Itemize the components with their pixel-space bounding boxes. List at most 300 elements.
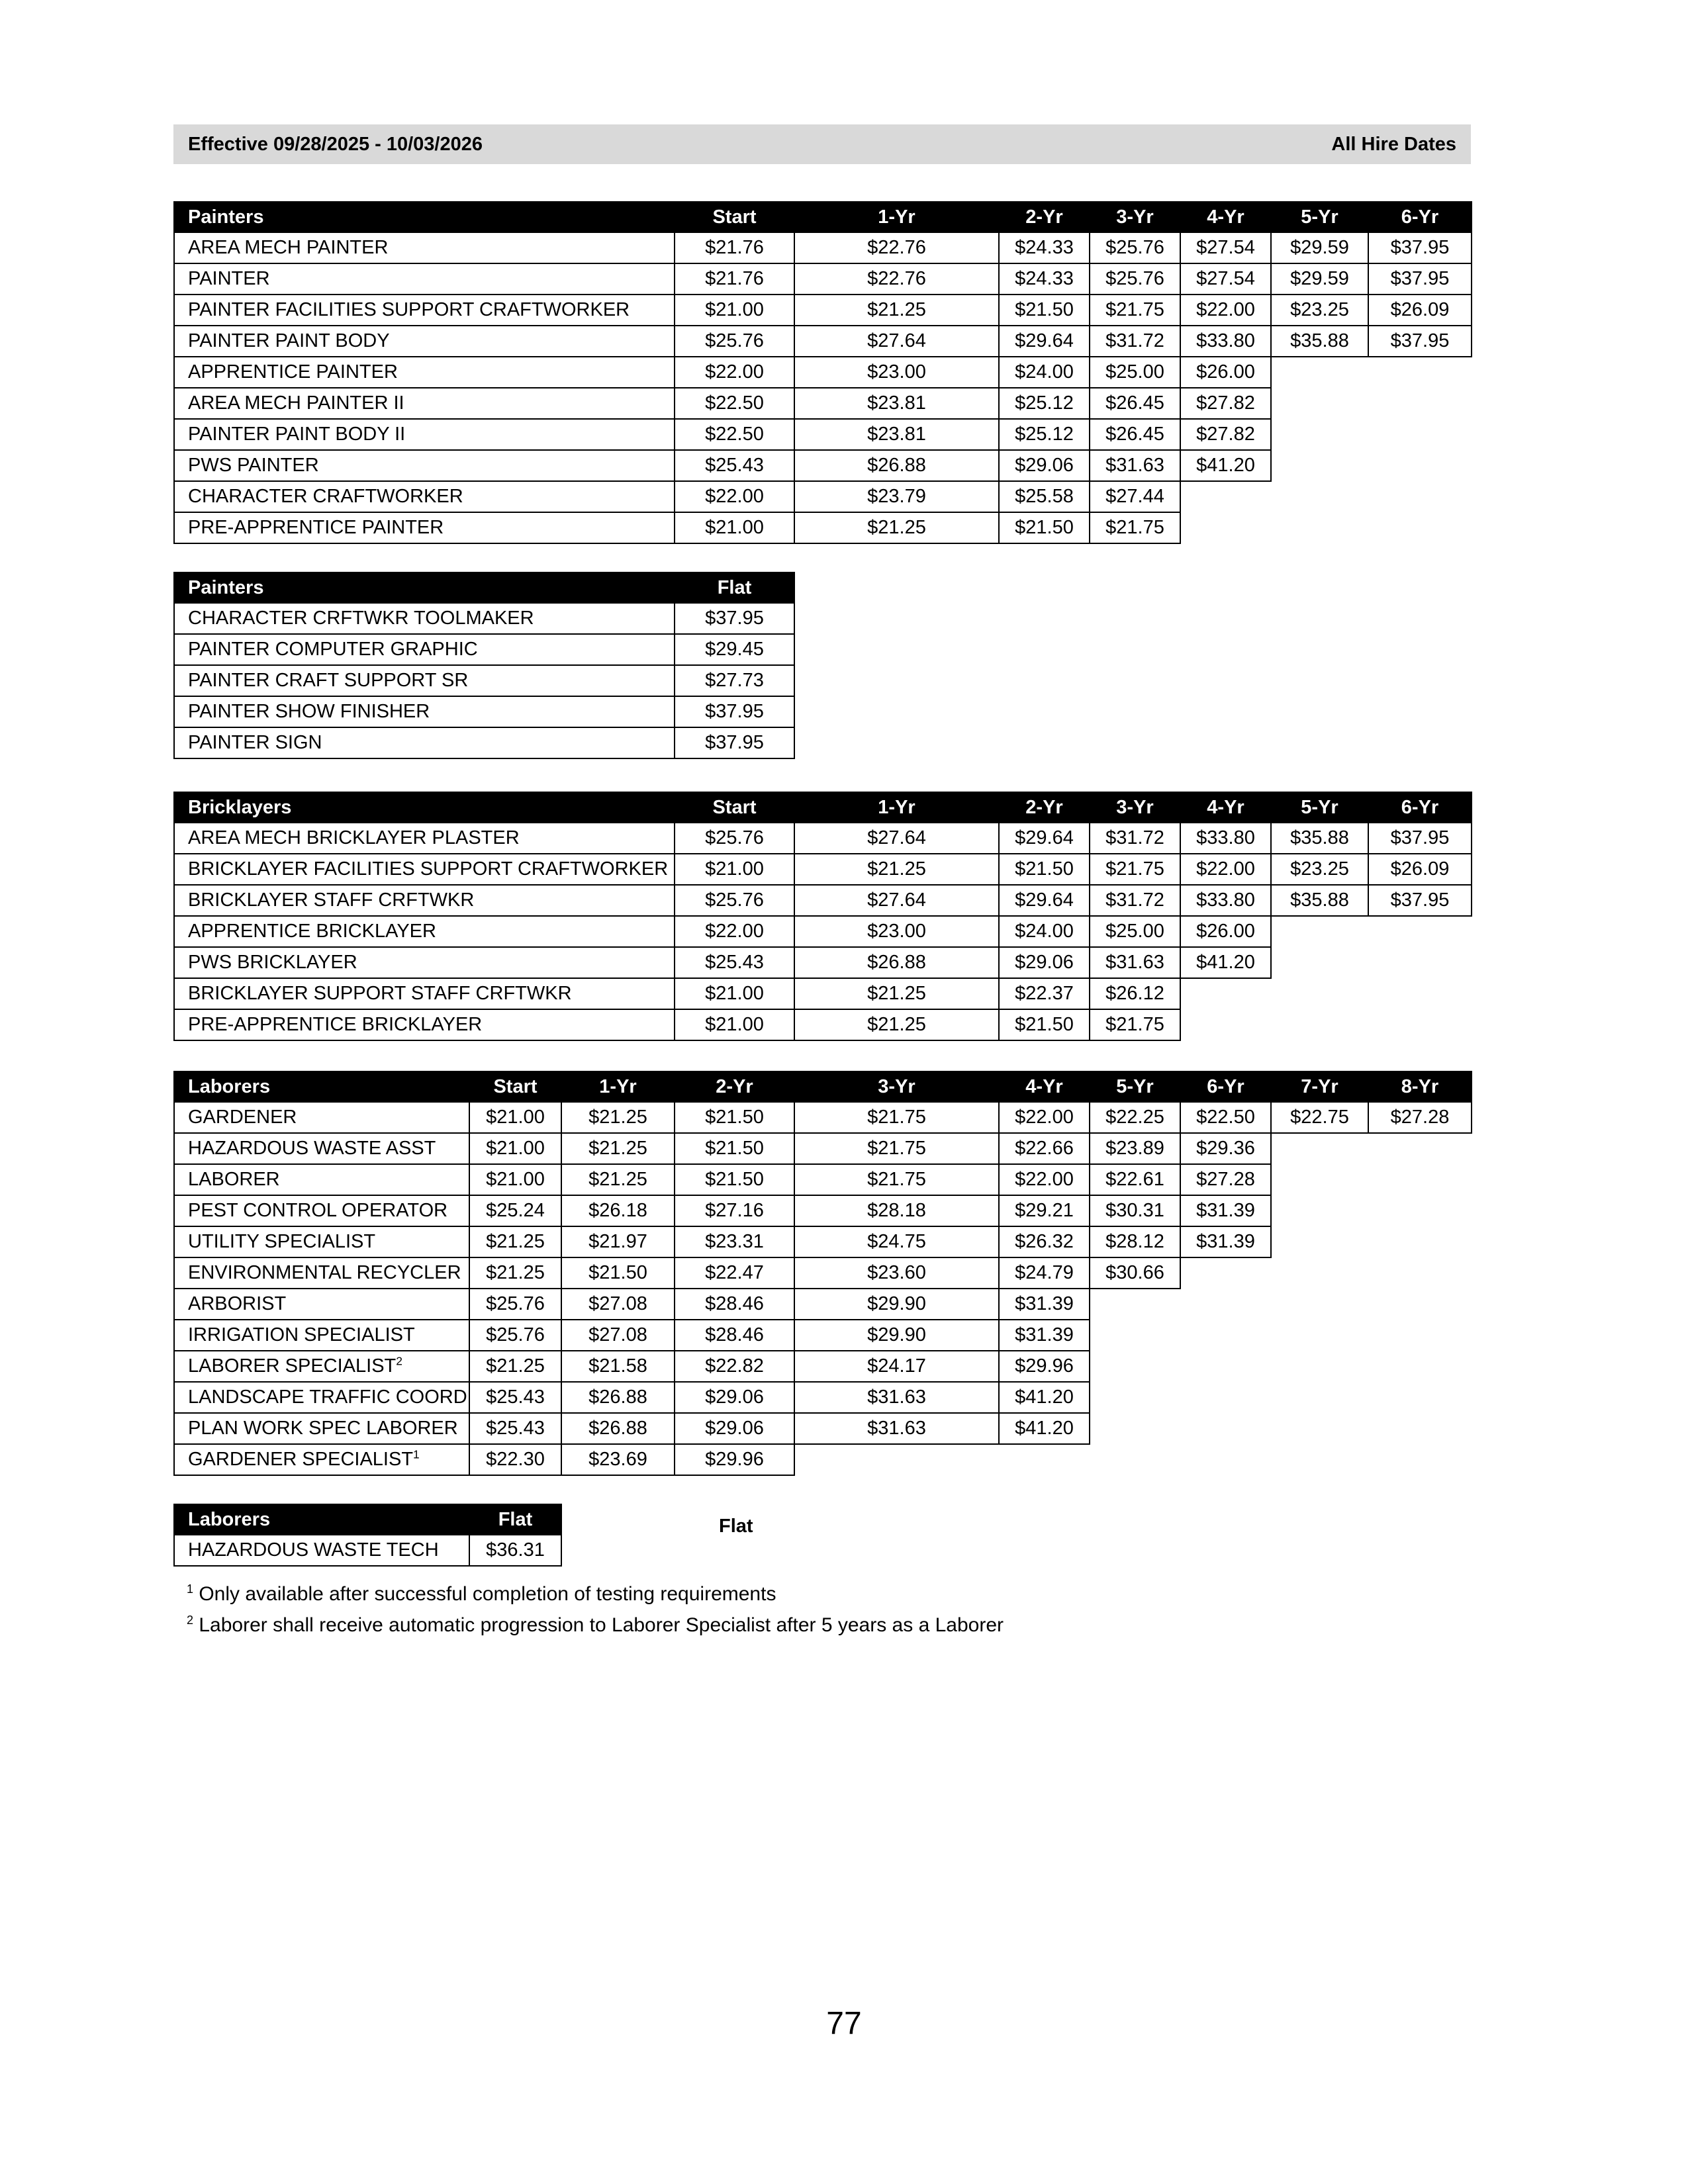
rate-cell: $25.76 [469,1289,561,1320]
rate-cell: $21.75 [794,1164,999,1195]
table-row [174,1351,1472,1382]
empty-cell [1180,1320,1271,1351]
rate-cell: $27.08 [561,1320,675,1351]
job-title-cell: APPRENTICE PAINTER [174,357,675,388]
empty-cell [1180,1382,1271,1413]
rate-cell: $27.54 [1180,232,1271,263]
empty-cell [999,1444,1090,1475]
job-title-cell: PRE-APPRENTICE BRICKLAYER [174,1009,675,1040]
column-header: 2-Yr [999,792,1090,823]
rate-cell: $37.95 [1368,823,1472,854]
footnote-2: $^2$ Laborer shall receive automatic progression to Laborer Specialist after 5 years as a Laborer [187,1614,1004,1636]
table-category-header: Painters [174,202,675,232]
rate-cell: $37.95 [675,603,794,634]
job-title-cell: BRICKLAYER STAFF CRFTWKR [174,885,675,916]
table-row [174,1226,1472,1257]
job-title-cell: IRRIGATION SPECIALIST [174,1320,469,1351]
empty-cell [1368,419,1472,450]
rate-cell: $25.76 [675,885,794,916]
rate-cell: $29.59 [1271,263,1368,295]
rate-cell: $28.18 [794,1195,999,1226]
table-row [174,450,1472,481]
rate-cell: $25.43 [469,1382,561,1413]
table-row [174,1320,1472,1351]
rate-cell: $25.76 [1090,232,1180,263]
rate-cell: $23.25 [1271,295,1368,326]
column-header: 3-Yr [1090,792,1180,823]
job-title-cell: AREA MECH PAINTER II [174,388,675,419]
rate-cell: $21.00 [469,1102,561,1133]
rate-cell: $29.90 [794,1320,999,1351]
job-title-cell: PAINTER PAINT BODY [174,326,675,357]
rate-cell: $22.25 [1090,1102,1180,1133]
column-header: Flat [469,1504,561,1535]
rate-cell: $22.82 [675,1351,794,1382]
rate-cell: $25.76 [675,823,794,854]
rate-cell: $22.00 [999,1164,1090,1195]
table-header-row [174,1071,1472,1102]
empty-cell [1368,1413,1472,1444]
rate-cell: $26.00 [1180,916,1271,947]
rate-cell: $33.80 [1180,823,1271,854]
rate-cell: $37.95 [675,727,794,758]
rate-cell: $28.46 [675,1289,794,1320]
rate-cell: $26.18 [561,1195,675,1226]
empty-cell [1180,1289,1271,1320]
rate-cell: $29.21 [999,1195,1090,1226]
table-row [174,357,1472,388]
rate-cell: $22.47 [675,1257,794,1289]
column-header: Start [469,1071,561,1102]
empty-cell [1180,978,1271,1009]
rate-cell: $22.50 [675,388,794,419]
table-row [174,295,1472,326]
table-header-row [174,1504,561,1535]
rate-cell: $33.80 [1180,885,1271,916]
rate-cell: $21.25 [794,978,999,1009]
empty-cell [1271,357,1368,388]
rate-cell: $24.75 [794,1226,999,1257]
rate-cell: $37.95 [1368,885,1472,916]
painters-rate-table [173,201,1472,544]
rate-cell: $27.82 [1180,388,1271,419]
rate-cell: $22.66 [999,1133,1090,1164]
table-row [174,1382,1472,1413]
column-header: 1-Yr [794,202,999,232]
effective-date-range: Effective 09/28/2025 - 10/03/2026 [188,133,483,155]
empty-cell [1368,978,1472,1009]
rate-cell: $25.43 [675,947,794,978]
rate-cell: $21.97 [561,1226,675,1257]
job-title-cell: HAZARDOUS WASTE TECH [174,1535,469,1566]
job-title-cell: ENVIRONMENTAL RECYCLER [174,1257,469,1289]
table-row [174,885,1472,916]
rate-cell: $21.25 [469,1351,561,1382]
rate-cell: $23.81 [794,419,999,450]
empty-cell [1368,1164,1472,1195]
rate-cell: $26.12 [1090,978,1180,1009]
footnotes [187,1578,1004,1641]
table-row [174,1009,1472,1040]
rate-cell: $29.06 [999,450,1090,481]
rate-cell: $37.95 [1368,263,1472,295]
empty-cell [1090,1320,1180,1351]
rate-cell: $21.25 [561,1133,675,1164]
empty-cell [1090,1413,1180,1444]
empty-cell [1271,481,1368,512]
rate-cell: $22.00 [999,1102,1090,1133]
rate-cell: $24.33 [999,232,1090,263]
rate-cell: $21.50 [999,1009,1090,1040]
rate-cell: $29.64 [999,823,1090,854]
rate-cell: $26.88 [794,450,999,481]
rate-cell: $21.00 [675,978,794,1009]
empty-cell [1271,1257,1368,1289]
empty-cell [1368,916,1472,947]
rate-cell: $25.76 [1090,263,1180,295]
rate-cell: $29.06 [675,1413,794,1444]
rate-cell: $21.25 [794,512,999,543]
empty-cell [1368,1133,1472,1164]
empty-cell [1271,1320,1368,1351]
rate-cell: $21.75 [1090,1009,1180,1040]
table-category-header: Painters [174,572,675,603]
empty-cell [1271,1382,1368,1413]
empty-cell [1368,357,1472,388]
table-row [174,1535,561,1566]
page-number: 77 [826,2006,862,2041]
rate-cell: $22.00 [675,916,794,947]
rate-cell: $21.50 [675,1133,794,1164]
table-row [174,232,1472,263]
empty-cell [1180,1009,1271,1040]
table-row [174,419,1472,450]
table-row [174,1257,1472,1289]
rate-cell: $21.25 [794,1009,999,1040]
rate-cell: $22.50 [675,419,794,450]
rate-cell: $27.28 [1368,1102,1472,1133]
rate-cell: $41.20 [1180,947,1271,978]
empty-cell [1271,1195,1368,1226]
column-header: 8-Yr [1368,1071,1472,1102]
column-header: Start [675,202,794,232]
column-header: 3-Yr [794,1071,999,1102]
rate-cell: $31.63 [794,1413,999,1444]
column-header: 7-Yr [1271,1071,1368,1102]
empty-cell [1271,1413,1368,1444]
footnote-1: $^1$ Only available after successful completion of testing requirements [187,1582,776,1605]
empty-cell [1271,1289,1368,1320]
rate-cell: $27.16 [675,1195,794,1226]
rate-cell: $21.58 [561,1351,675,1382]
job-title-cell: PWS BRICKLAYER [174,947,675,978]
table-row [174,263,1472,295]
table-header-row [174,792,1472,823]
rate-cell: $28.12 [1090,1226,1180,1257]
column-header: 5-Yr [1271,792,1368,823]
rate-cell: $25.76 [675,326,794,357]
table-row [174,1102,1472,1133]
rate-cell: $21.75 [794,1133,999,1164]
rate-cell: $21.25 [561,1164,675,1195]
job-title-cell: PRE-APPRENTICE PAINTER [174,512,675,543]
job-title-cell: HAZARDOUS WASTE ASST [174,1133,469,1164]
rate-cell: $27.64 [794,885,999,916]
empty-cell [1180,1257,1271,1289]
job-title-cell: PAINTER COMPUTER GRAPHIC [174,634,675,665]
rate-cell: $41.20 [999,1413,1090,1444]
rate-cell: $31.39 [999,1320,1090,1351]
rate-cell: $25.00 [1090,916,1180,947]
column-header: 4-Yr [999,1071,1090,1102]
empty-cell [1368,1226,1472,1257]
rate-cell: $22.76 [794,263,999,295]
job-title-cell: PAINTER FACILITIES SUPPORT CRAFTWORKER [174,295,675,326]
rate-cell: $29.90 [794,1289,999,1320]
column-header: 3-Yr [1090,202,1180,232]
rate-cell: $21.00 [675,1009,794,1040]
job-title-cell: PWS PAINTER [174,450,675,481]
rate-cell: $22.50 [1180,1102,1271,1133]
rate-cell: $21.50 [999,854,1090,885]
column-header: Start [675,792,794,823]
rate-cell: $41.20 [999,1382,1090,1413]
rate-cell: $28.46 [675,1320,794,1351]
empty-cell [1271,978,1368,1009]
job-title-cell: PAINTER SIGN [174,727,675,758]
rate-cell: $23.31 [675,1226,794,1257]
rate-cell: $21.76 [675,232,794,263]
rate-cell: $29.06 [999,947,1090,978]
job-title-cell: PAINTER [174,263,675,295]
rate-cell: $27.64 [794,326,999,357]
empty-cell [1271,947,1368,978]
rate-cell: $21.25 [469,1257,561,1289]
hire-dates-label: All Hire Dates [1331,133,1456,155]
table-category-header: Bricklayers [174,792,675,823]
rate-cell: $21.00 [675,854,794,885]
rate-cell: $26.88 [561,1413,675,1444]
empty-cell [794,1444,999,1475]
table-row [174,823,1472,854]
rate-cell: $31.63 [1090,947,1180,978]
rate-cell: $36.31 [469,1535,561,1566]
rate-cell: $31.72 [1090,326,1180,357]
empty-cell [1271,916,1368,947]
table-row [174,1164,1472,1195]
rate-cell: $29.36 [1180,1133,1271,1164]
job-title-cell: PLAN WORK SPEC LABORER [174,1413,469,1444]
rate-cell: $23.79 [794,481,999,512]
rate-cell: $22.61 [1090,1164,1180,1195]
table-row [174,1289,1472,1320]
rate-cell: $27.28 [1180,1164,1271,1195]
rate-cell: $21.75 [1090,295,1180,326]
table-row [174,696,794,727]
job-title-cell: CHARACTER CRFTWKR TOOLMAKER [174,603,675,634]
job-title-cell: AREA MECH BRICKLAYER PLASTER [174,823,675,854]
rate-cell: $23.89 [1090,1133,1180,1164]
footnote-marker: 2 [396,1354,402,1368]
rate-cell: $26.09 [1368,295,1472,326]
table-row [174,854,1472,885]
empty-cell [1368,1320,1472,1351]
column-header: 6-Yr [1180,1071,1271,1102]
empty-cell [1271,1133,1368,1164]
rate-cell: $27.64 [794,823,999,854]
rate-cell: $25.58 [999,481,1090,512]
rate-cell: $22.76 [794,232,999,263]
rate-cell: $26.45 [1090,388,1180,419]
rate-cell: $29.96 [675,1444,794,1475]
empty-cell [1368,1444,1472,1475]
rate-cell: $21.76 [675,263,794,295]
rate-cell: $29.45 [675,634,794,665]
empty-cell [1271,1164,1368,1195]
job-title-cell: ARBORIST [174,1289,469,1320]
table-row [174,1133,1472,1164]
job-title-cell: PAINTER SHOW FINISHER [174,696,675,727]
rate-cell: $37.95 [675,696,794,727]
column-header: 1-Yr [561,1071,675,1102]
empty-cell [1090,1289,1180,1320]
rate-cell: $31.39 [1180,1226,1271,1257]
rate-cell: $41.20 [1180,450,1271,481]
rate-cell: $21.50 [561,1257,675,1289]
rate-cell: $29.64 [999,885,1090,916]
job-title-cell: GARDENER [174,1102,469,1133]
rate-cell: $21.00 [469,1133,561,1164]
job-title-cell: LABORER SPECIALIST$^2$ [174,1351,469,1382]
empty-cell [1271,419,1368,450]
empty-cell [1368,1195,1472,1226]
rate-cell: $25.12 [999,419,1090,450]
empty-cell [1368,1351,1472,1382]
rate-cell: $22.37 [999,978,1090,1009]
rate-cell: $21.50 [675,1164,794,1195]
rate-cell: $21.75 [1090,512,1180,543]
empty-cell [1368,512,1472,543]
rate-cell: $22.75 [1271,1102,1368,1133]
empty-cell [1271,1226,1368,1257]
rate-cell: $33.80 [1180,326,1271,357]
rate-cell: $27.44 [1090,481,1180,512]
empty-cell [1368,388,1472,419]
rate-cell: $21.25 [469,1226,561,1257]
rate-cell: $35.88 [1271,326,1368,357]
effective-banner [173,124,1471,164]
empty-cell [1090,1444,1180,1475]
rate-cell: $21.50 [999,295,1090,326]
column-header: 2-Yr [675,1071,794,1102]
rate-cell: $26.88 [794,947,999,978]
rate-cell: $35.88 [1271,823,1368,854]
empty-cell [1180,481,1271,512]
table-category-header: Laborers [174,1504,469,1535]
rate-cell: $22.00 [675,357,794,388]
table-row [174,634,794,665]
table-row [174,512,1472,543]
rate-cell: $31.72 [1090,823,1180,854]
painters-flat-rate-table [173,572,795,759]
column-header: 1-Yr [794,792,999,823]
rate-cell: $31.72 [1090,885,1180,916]
rate-cell: $21.00 [469,1164,561,1195]
rate-cell: $25.00 [1090,357,1180,388]
column-header: 4-Yr [1180,792,1271,823]
empty-cell [1180,1444,1271,1475]
rate-cell: $21.25 [794,854,999,885]
rate-cell: $26.09 [1368,854,1472,885]
rate-cell: $23.60 [794,1257,999,1289]
empty-cell [1271,388,1368,419]
rate-cell: $23.81 [794,388,999,419]
rate-cell: $24.79 [999,1257,1090,1289]
rate-cell: $23.69 [561,1444,675,1475]
empty-cell [1368,450,1472,481]
empty-cell [1271,1009,1368,1040]
empty-cell [1180,1351,1271,1382]
rate-cell: $22.00 [1180,295,1271,326]
rate-cell: $26.00 [1180,357,1271,388]
table-row [174,1195,1472,1226]
rate-cell: $21.00 [675,295,794,326]
table-row [174,603,794,634]
table-category-header: Laborers [174,1071,469,1102]
empty-cell [1368,947,1472,978]
rate-cell: $21.50 [999,512,1090,543]
rate-cell: $27.82 [1180,419,1271,450]
rate-cell: $29.06 [675,1382,794,1413]
rate-cell: $22.30 [469,1444,561,1475]
rate-cell: $30.66 [1090,1257,1180,1289]
rate-cell: $25.12 [999,388,1090,419]
empty-cell [1271,512,1368,543]
table-row [174,1413,1472,1444]
rate-cell: $21.75 [1090,854,1180,885]
empty-cell [1271,1351,1368,1382]
column-header: 6-Yr [1368,202,1472,232]
job-title-cell: LABORER [174,1164,469,1195]
empty-cell [1090,1382,1180,1413]
table-row [174,947,1472,978]
rate-cell: $27.73 [675,665,794,696]
job-title-cell: BRICKLAYER SUPPORT STAFF CRFTWKR [174,978,675,1009]
rate-cell: $26.45 [1090,419,1180,450]
empty-cell [1271,450,1368,481]
rate-cell: $25.43 [469,1413,561,1444]
column-header: 5-Yr [1090,1071,1180,1102]
rate-cell: $31.39 [1180,1195,1271,1226]
rate-cell: $37.95 [1368,232,1472,263]
rate-cell: $24.17 [794,1351,999,1382]
rate-cell: $29.96 [999,1351,1090,1382]
job-title-cell: PAINTER CRAFT SUPPORT SR [174,665,675,696]
rate-cell: $25.24 [469,1195,561,1226]
table-header-row [174,572,794,603]
empty-cell [1180,512,1271,543]
rate-cell: $26.88 [561,1382,675,1413]
laborers-flat-rate-table [173,1504,562,1567]
rate-cell: $21.00 [675,512,794,543]
bricklayers-rate-table [173,792,1472,1041]
rate-cell: $29.64 [999,326,1090,357]
empty-cell [1180,1413,1271,1444]
rate-cell: $22.00 [675,481,794,512]
footnote-marker: 1 [413,1447,420,1461]
rate-cell: $24.33 [999,263,1090,295]
rate-cell: $35.88 [1271,885,1368,916]
